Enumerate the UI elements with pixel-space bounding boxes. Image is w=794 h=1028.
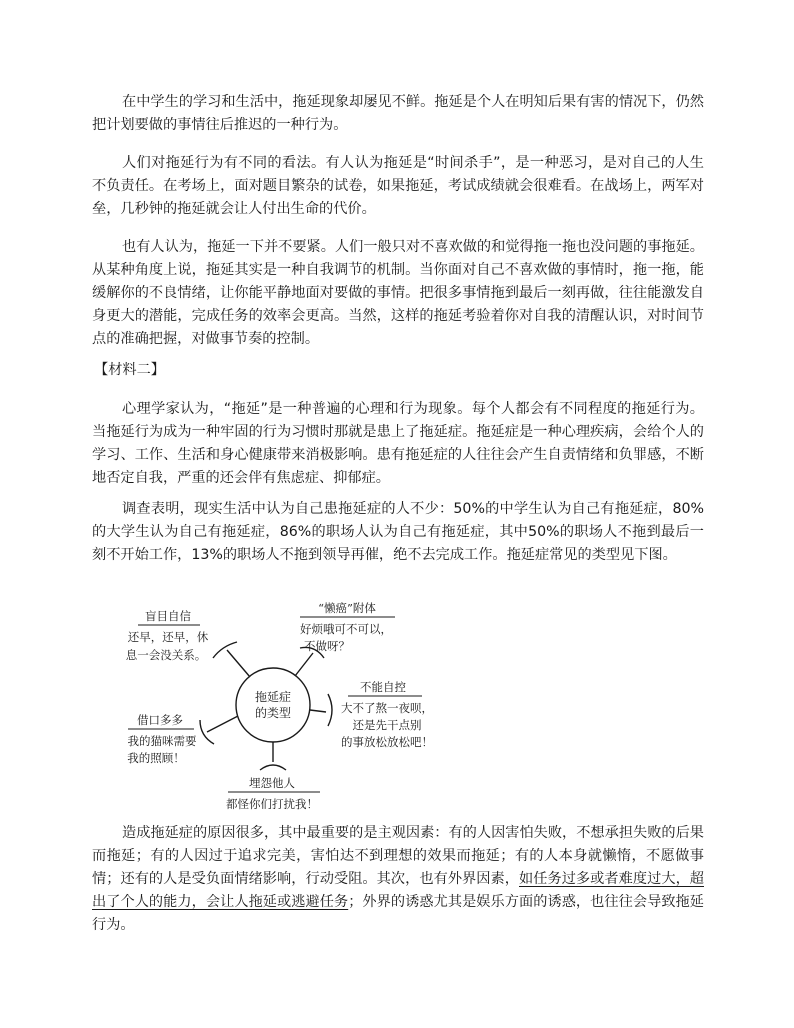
paragraph-1: 在中学生的学习和生活中，拖延现象却屡见不鲜。拖延是个人在明知后果有害的情况下，仍然把计划要做的事情往后推迟的一种行为。 bbox=[92, 94, 704, 133]
diagram-center-circle bbox=[236, 668, 310, 742]
paragraph-6 bbox=[92, 822, 704, 937]
diagram-center-line1: 拖延症 bbox=[254, 690, 292, 704]
type-no-self-control-line1: 大不了熬一夜呗， bbox=[341, 701, 433, 715]
type-blind-confidence-line2: 息一会没关系。 bbox=[125, 648, 207, 662]
type-no-self-control-line2: 还是先干点别 bbox=[352, 718, 422, 732]
type-lazy-line1: 好烦哦可不可以， bbox=[300, 622, 392, 636]
type-blame-others-title: 埋怨他人 bbox=[249, 776, 295, 790]
paragraph-6-part-a: 造成拖延症的原因很多，其中最重要的是主观因素：有的人因害怕失败，不想承担失败的后果而拖延；有的人因过于追求完美，害怕达不到理想的效果而拖延；有的人本身就懒惰，不愿做事情；还有的人是受负面情绪影响，行动受阻。其次，也有外界因素， bbox=[92, 825, 704, 887]
type-many-excuses-line2: 我的照顾！ bbox=[127, 751, 185, 765]
type-lazy-line2: 不做呀？ bbox=[304, 639, 350, 653]
paragraph-6-part-b: ；外界的诱惑尤其是娱乐方面的诱惑，也往往会导致拖延行为。 bbox=[92, 894, 704, 933]
type-many-excuses-title: 借口多多 bbox=[137, 713, 183, 727]
paragraph-5: 调查表明，现实生活中认为自己患拖延症的人不少：50%的中学生认为自己有拖延症，80%的大学生认为自己有拖延症，86%的职场人认为自己有拖延症，其中50%的职场人不拖到最后一刻不开始工作，13%的职场人不拖到领导再催，绝不去完成工作。拖延症常见的类型见下图。 bbox=[92, 501, 704, 563]
type-many-excuses-line1: 我的猫咪需要 bbox=[127, 734, 197, 748]
type-blame-others-line1: 都怪你们打扰我！ bbox=[226, 797, 318, 811]
paragraph-3: 也有人认为，拖延一下并不要紧。人们一般只对不喜欢做的和觉得拖一拖也没问题的事拖延。从某种角度上说，拖延其实是一种自我调节的机制。当你面对自己不喜欢做的事情时，拖一拖，能缓解你的不良情绪，让你能平静地面对要做的事情。把很多事情拖到最后一刻再做，往往能激发自身更大的潜能，完成任务的效率会更高。当然，这样的拖延考验着你对自我的清醒认识，对时间节点的准确把握，对做事节奏的控制。 bbox=[92, 239, 704, 347]
section-heading-material-2: 【材料二】 bbox=[94, 362, 165, 378]
type-blind-confidence-line1: 还早，还早，休 bbox=[127, 630, 209, 644]
type-lazy-title: “懒癌”附体 bbox=[318, 601, 376, 615]
type-no-self-control-line3: 的事放松放松吧！ bbox=[341, 735, 433, 749]
paragraph-6-underlined: 如任务过多或者难度过大，超出了个人的能力，会让人拖延或逃避任务 bbox=[92, 871, 704, 910]
procrastination-types-diagram bbox=[110, 598, 440, 813]
diagram-center-line2: 的类型 bbox=[254, 706, 292, 720]
type-blind-confidence-title: 盲目自信 bbox=[145, 609, 191, 623]
type-no-self-control-title: 不能自控 bbox=[360, 680, 406, 694]
paragraph-2: 人们对拖延行为有不同的看法。有人认为拖延是“时间杀手”，是一种恶习，是对自己的人生不负责任。在考场上，面对题目繁杂的试卷，如果拖延，考试成绩就会很难看。在战场上，两军对垒，几秒钟的拖延就会让人付出生命的代价。 bbox=[92, 155, 704, 217]
paragraph-4: 心理学家认为，“拖延”是一种普遍的心理和行为现象。每个人都会有不同程度的拖延行为。当拖延行为成为一种牢固的行为习惯时那就是患上了拖延症。拖延症是一种心理疾病，会给个人的学习、工作、生活和身心健康带来消极影响。患有拖延症的人往往会产生自责情绪和负罪感，不断地否定自我，严重的还会伴有焦虑症、抑郁症。 bbox=[92, 401, 704, 486]
